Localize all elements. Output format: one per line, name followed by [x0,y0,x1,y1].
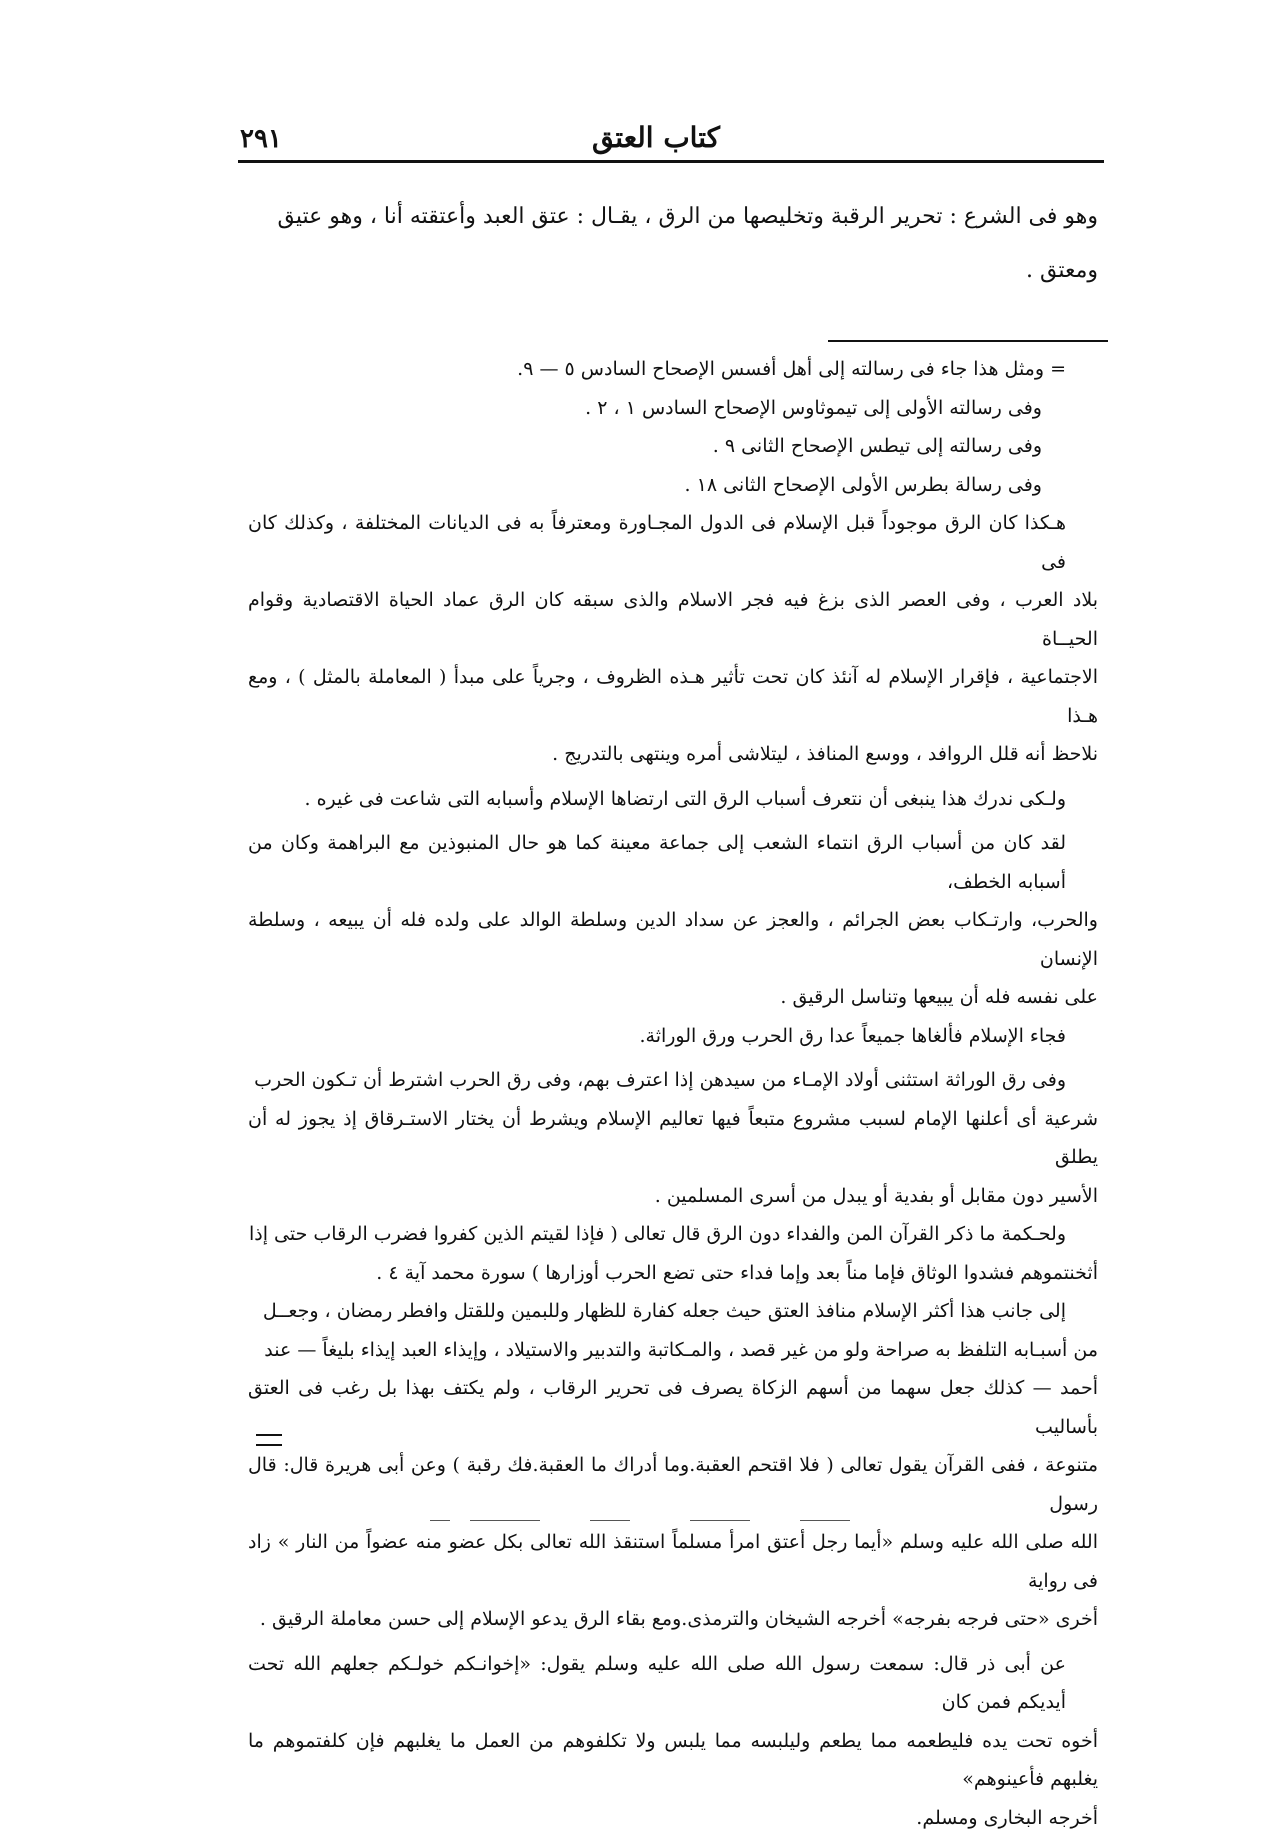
footnote-line: الأسير دون مقابل أو بفدية أو يبدل من أسرى المسلمين . [248,1177,1098,1216]
footnote-line: نلاحظ أنه قلل الروافد ، ووسع المنافذ ، ليتلاشى أمره وينتهى بالتدريج . [248,735,1098,774]
footnote-line: ولـكى ندرك هذا ينبغى أن نتعرف أسباب الرق التى ارتضاها الإسلام وأسبابه التى شاعت فى غيره . [248,780,1098,819]
running-title: كتاب العتق [592,121,720,154]
footnote-line: إلى جانب هذا أكثر الإسلام منافذ العتق حيث جعله كفارة للظهار وللبمين وللقتل وافطر رمضان ، وجعــل [248,1292,1098,1331]
scan-artifact [590,1520,630,1521]
footnote-line: والحرب، وارتـكاب بعض الجرائم ، والعجز عن سداد الدين وسلطة الوالد على ولده فله أن يبيعه ، وسلطة الإنسان [248,901,1098,978]
intro-paragraph [248,190,1098,298]
scan-artifact [690,1520,750,1521]
footnote-line: بلاد العرب ، وفى العصر الذى بزغ فيه فجر الاسلام والذى سبقه كان الرق عماد الحياة الاقتصادية وقوام الحيــاة [248,581,1098,658]
footnote-block [248,350,1098,1837]
scan-artifact [430,1520,450,1521]
equals-continuation-mark [256,1434,282,1446]
footnote-line: وفى رسالته إلى تيطس الإصحاح الثانى ٩ . [248,427,1098,466]
footnote-line: الاجتماعية ، فإقرار الإسلام له آنئذ كان تحت تأثير هـذه الظروف ، وجرياً على مبدأ ( المعاملة بالمثل ) ، ومع هـذا [248,658,1098,735]
footnote-separator [828,340,1108,342]
footnote-line: أحمد — كذلك جعل سهما من أسهم الزكاة يصرف فى تحرير الرقاب ، ولم يكتف بهذا بل رغب فى العتق بأساليب [248,1369,1098,1446]
footnote-line: ولحـكمة ما ذكر القرآن المن والفداء دون الرق قال تعالى ( فإذا لقيتم الذين كفروا فضرب الرقاب حتى إذا [248,1215,1098,1254]
footnote-line: من أسبـابه التلفظ به صراحة ولو من غير قصد ، والمـكاتبة والتدبير والاستيلاد ، وإيذاء العبد إيذاء بليغاً — عند [248,1331,1098,1370]
footnote-line: عن أبى ذر قال: سمعت رسول الله صلى الله عليه وسلم يقول: «إخوانـكم خولـكم جعلهم الله تحت أيديكم فمن كان [248,1645,1098,1722]
footnote-line: لقد كان من أسباب الرق انتماء الشعب إلى جماعة معينة كما هو حال المنبوذين مع البراهمة وكان من أسبابه الخطف، [248,824,1098,901]
page-header [240,108,1100,154]
footnote-line: وفى رسالته الأولى إلى تيموثاوس الإصحاح السادس ١ ، ٢ . [248,389,1098,428]
footnote-line: على نفسه فله أن يبيعها وتناسل الرقيق . [248,978,1098,1017]
text-line: ومعتق . [248,244,1098,298]
footnote-line: أثخنتموهم فشدوا الوثاق فإما مناً بعد وإما فداء حتى تضع الحرب أوزارها ) سورة محمد آية ٤ . [248,1254,1098,1293]
footnote-line: فجاء الإسلام فألغاها جميعاً عدا رق الحرب ورق الوراثة. [248,1017,1098,1056]
footnote-line: الله صلى الله عليه وسلم «أيما رجل أعتق امرأ مسلماً استنقذ الله تعالى بكل عضو منه عضواً من النار » زاد فى رواية [248,1523,1098,1600]
footnote-line: = ومثل هذا جاء فى رسالته إلى أهل أفسس الإصحاح السادس ٥ — ٩. [248,350,1098,389]
footnote-line: أخرجه البخارى ومسلم. [248,1799,1098,1837]
footnote-line: وفى رسالة بطرس الأولى الإصحاح الثانى ١٨ . [248,466,1098,505]
footnote-line: هـكذا كان الرق موجوداً قبل الإسلام فى الدول المجـاورة ومعترفاً به فى الديانات المختلفة ، وكذلك كان فى [248,504,1098,581]
footnote-line: أخوه تحت يده فليطعمه مما يطعم وليلبسه مما يلبس ولا تكلفوهم من العمل ما يغلبهم فإن كلفتموهم ما يغلبهم فأعينوهم» [248,1722,1098,1799]
footnote-line: وفى رق الوراثة استثنى أولاد الإمـاء من سيدهن إذا اعترف بهم، وفى رق الحرب اشترط أن تـكون الحرب [248,1061,1098,1100]
footnote-line: متنوعة ، ففى القرآن يقول تعالى ( فلا اقتحم العقبة.وما أدراك ما العقبة.فك رقبة ) وعن أبى هريرة قال: قال رسول [248,1446,1098,1523]
footnote-line: شرعية أى أعلنها الإمام لسبب مشروع متبعاً فيها تعاليم الإسلام ويشرط أن يختار الاستـرقاق إذ يجوز له أن يطلق [248,1100,1098,1177]
scan-artifact [470,1520,540,1521]
page-number: ٢٩١ [240,124,282,154]
text-line: وهو فى الشرع : تحرير الرقبة وتخليصها من الرق ، يقـال : عتق العبد وأعتقته أنا ، وهو عتيق [248,190,1098,244]
header-rule [238,160,1104,163]
scan-artifact [800,1520,850,1521]
footnote-line: أخرى «حتى فرجه بفرجه» أخرجه الشيخان والترمذى.ومع بقاء الرق يدعو الإسلام إلى حسن معاملة الرقيق . [248,1600,1098,1639]
